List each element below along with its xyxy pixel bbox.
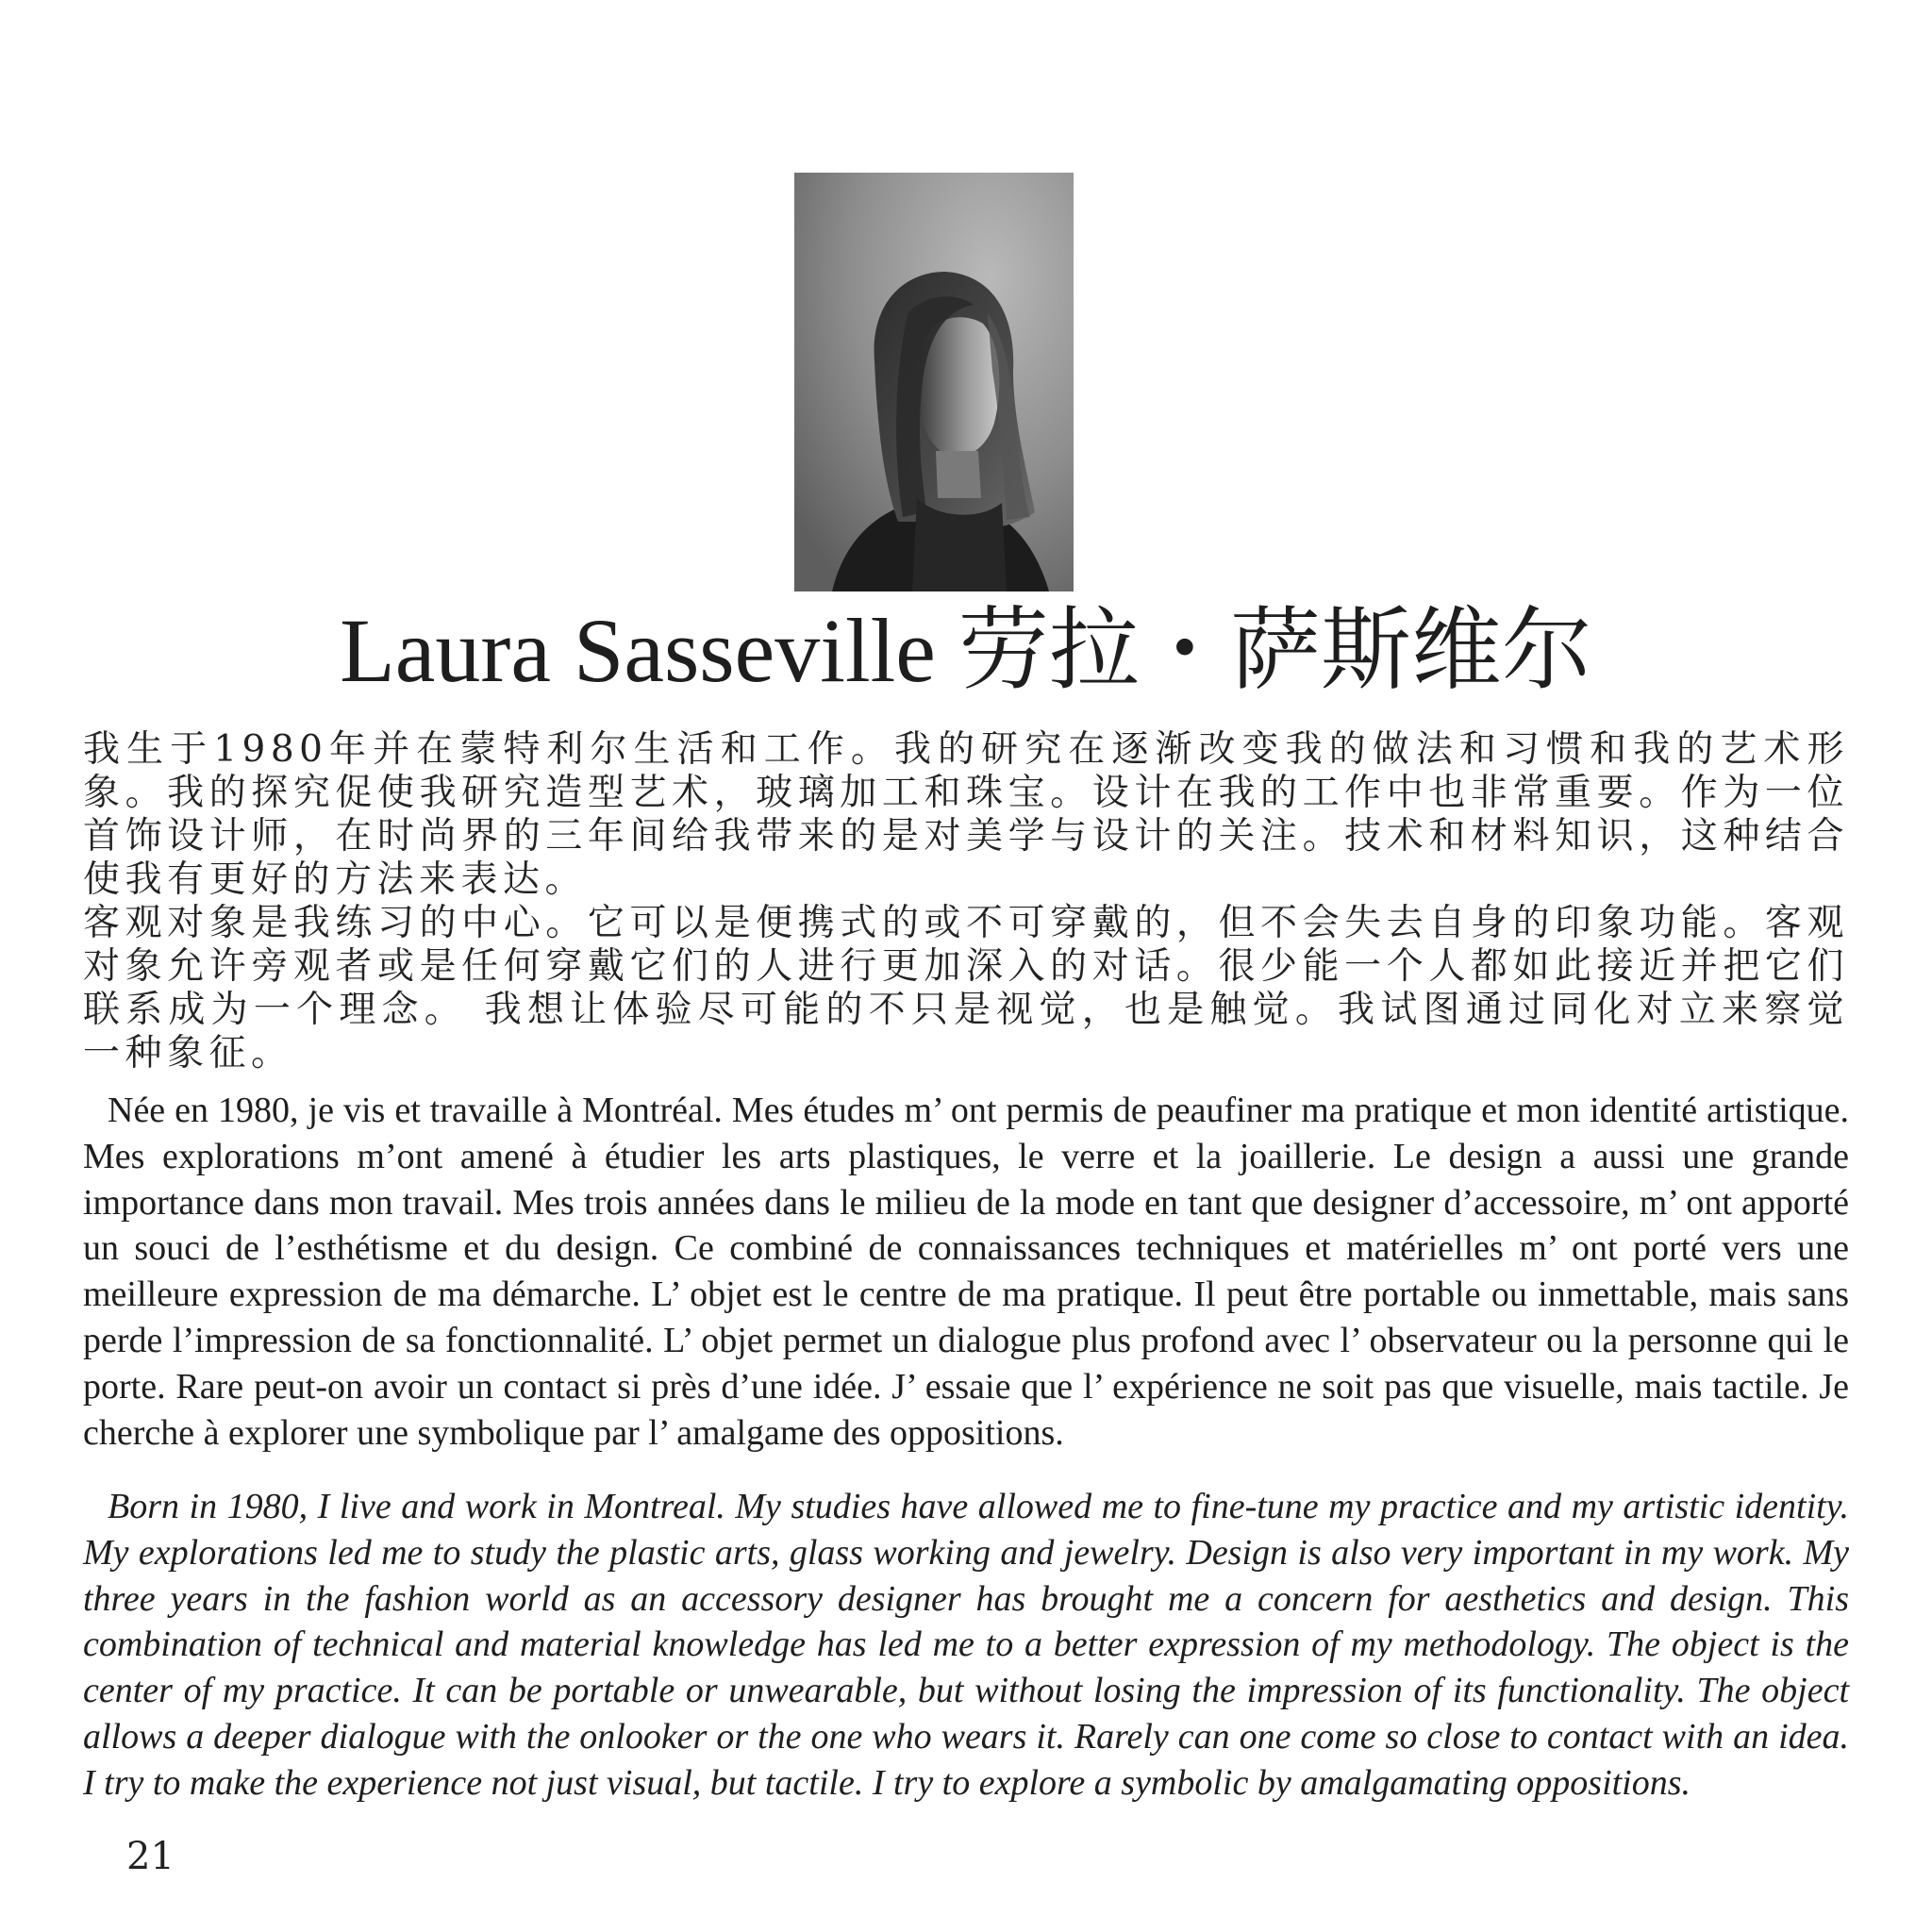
portrait-image xyxy=(794,173,1074,591)
portrait-photo xyxy=(794,173,1074,591)
bio-chinese xyxy=(83,728,1849,1075)
bio-english: Born in 1980, I live and work in Montreal. My studies have allowed me to fine-tune my practice and my artistic identity. My explorations led me to study the plastic arts, glass working and jewelry. Design is also very important in my work. My three years in the fashion world as an accessory designer has brought me a concern for aesthetics and design. This combination of technical and material knowledge has led me to a better expression of my methodology. The object is the center of my practice. It can be portable or unwearable, but without losing the impression of its functionality. The object allows a deeper dialogue with the onlooker or the one who wears it. Rarely can one come so close to contact with an idea. I try to make the experience not just visual, but tactile. I try to explore a symbolic by amalgamating oppositions. xyxy=(83,1487,1849,1803)
artist-name-title: Laura Sasseville 劳拉・萨斯维尔 xyxy=(340,600,1592,701)
bio-chinese-paragraph-2: 客观对象是我练习的中心。它可以是便携式的或不可穿戴的，但不会失去自身的印象功能。客观对象允许旁观者或是任何穿戴它们的人进行更加深入的对话。很少能一个人都如此接近并把它们联系成为一个理念。 我想让体验尽可能的不只是视觉，也是触觉。我试图通过同化对立来察觉一种象征。 xyxy=(83,902,1849,1074)
bio-french: Née en 1980, je vis et travaille à Montréal. Mes études m’ ont permis de peaufiner ma pratique et mon identité artistique. Mes explorations m’ont amené à étudier les arts plastiques, le verre et la joaillerie. Le design a aussi une grande importance dans mon travail. Mes trois années dans le milieu de la mode en tant que designer d’accessoire, m’ ont apporté un souci de l’esthétisme et du design. Ce combiné de connaissances techniques et matérielles m’ ont porté vers une meilleure expression de ma démarche. L’ objet est le centre de ma pratique. Il peut être portable ou inmettable, mais sans perde l’impression de sa fonctionnalité. L’ objet permet un dialogue plus profond avec l’ observateur ou la personne qui le porte. Rare peut-on avoir un contact si près d’une idée. J’ essaie que l’ expérience ne soit pas que visuelle, mais tactile. Je cherche à explorer une symbolique par l’ amalgame des oppositions. xyxy=(83,1091,1849,1453)
bio-chinese-paragraph-1: 我生于1980年并在蒙特利尔生活和工作。我的研究在逐渐改变我的做法和习惯和我的艺术形象。我的探究促使我研究造型艺术，玻璃加工和珠宝。设计在我的工作中也非常重要。作为一位首饰设计师，在时尚界的三年间给我带来的是对美学与设计的关注。技术和材料知识，这种结合使我有更好的方法来表达。 xyxy=(83,728,1849,901)
page-number: 21 xyxy=(126,1835,175,1878)
